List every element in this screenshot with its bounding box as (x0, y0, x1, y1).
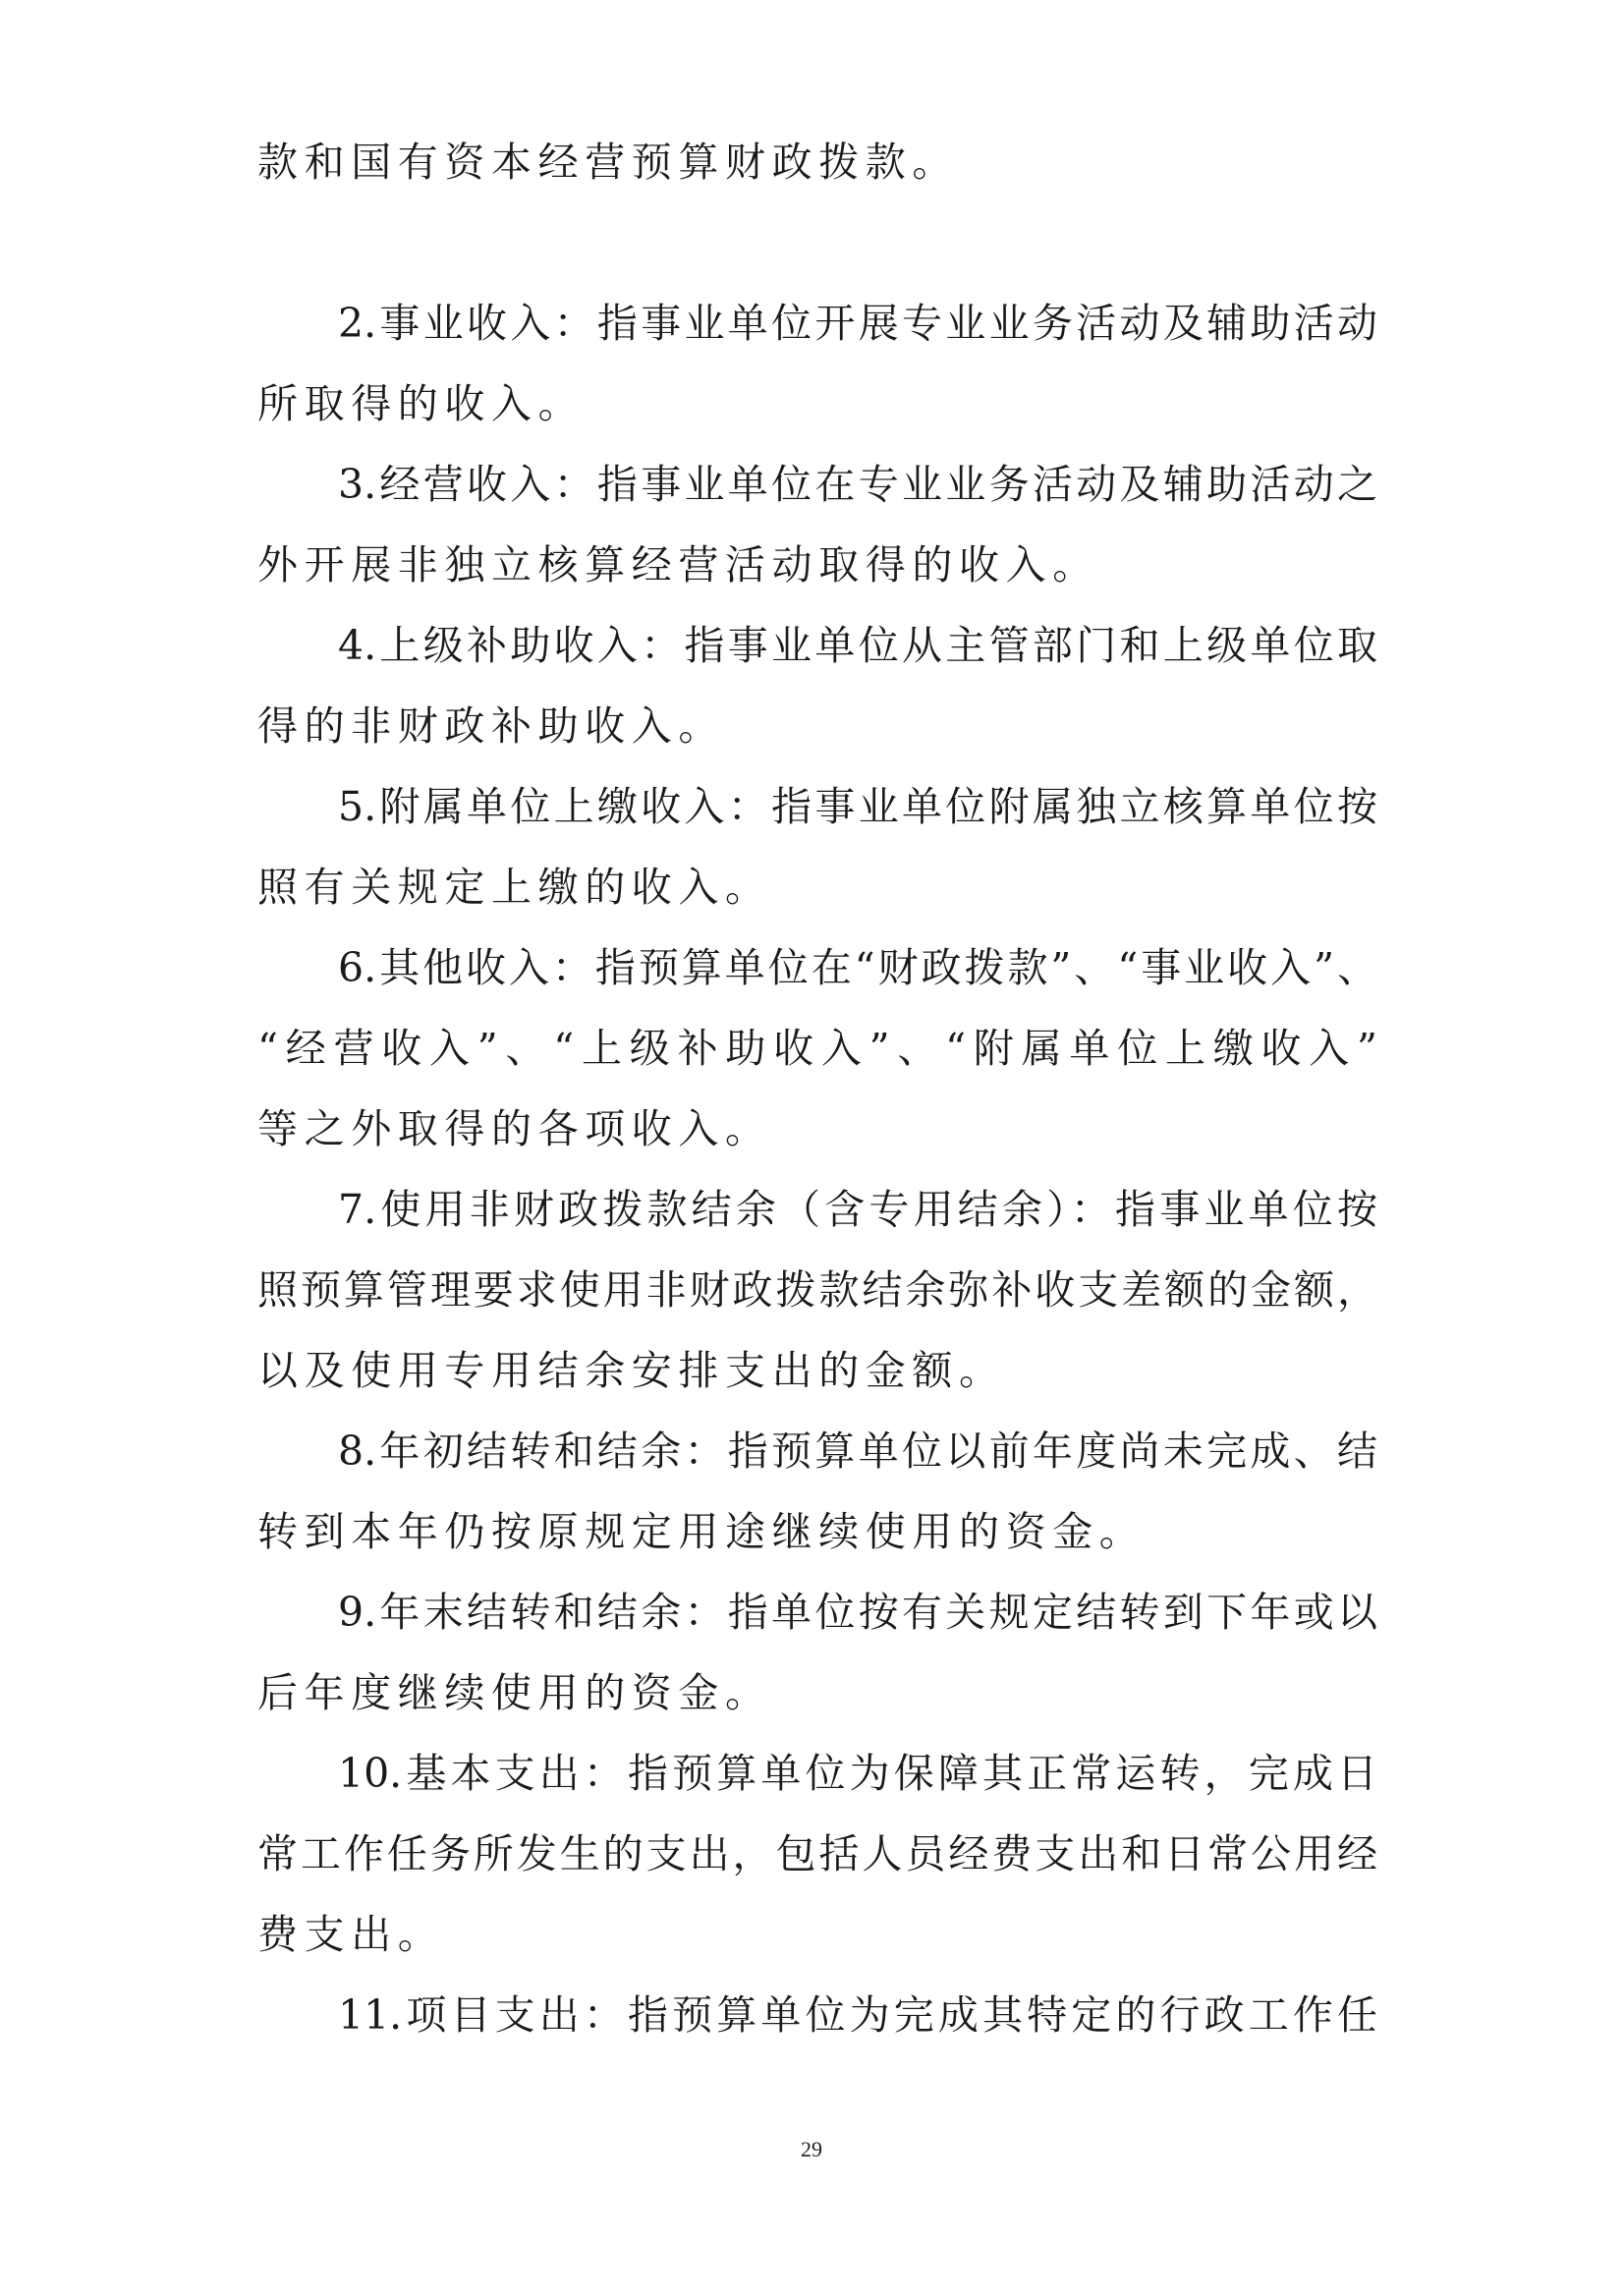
paragraph-7-line-1: 7.使用非财政拨款结余（含专用结余）：指事业单位按 (338, 1186, 1377, 1233)
paragraph-4-line-1: 4.上级补助收入：指事业单位从主管部门和上级单位取 (338, 622, 1377, 669)
paragraph-3-line-2: 外开展非独立核算经营活动取得的收入。 (257, 541, 1099, 588)
paragraph-10-line-3: 费支出。 (257, 1911, 445, 1958)
paragraph-5-line-1: 5.附属单位上缴收入：指事业单位附属独立核算单位按 (338, 783, 1377, 830)
paragraph-10-line-1: 10.基本支出：指预算单位为保障其正常运转，完成日 (338, 1750, 1377, 1797)
paragraph-7-line-2: 照预算管理要求使用非财政拨款结余弥补收支差额的金额， (257, 1266, 1377, 1314)
paragraph-10-line-2: 常工作任务所发生的支出，包括人员经费支出和日常公用经 (257, 1830, 1377, 1877)
paragraph-7-line-3: 以及使用专用结余安排支出的金额。 (257, 1347, 1006, 1394)
paragraph-2-line-1: 2.事业收入：指事业单位开展专业业务活动及辅助活动 (338, 300, 1377, 347)
paragraph-2-line-2: 所取得的收入。 (257, 380, 586, 427)
paragraph-9-line-2: 后年度继续使用的资金。 (257, 1669, 772, 1716)
paragraph-9-line-1: 9.年末结转和结余：指单位按有关规定结转到下年或以 (338, 1589, 1377, 1636)
paragraph-8-line-2: 转到本年仍按原规定用途继续使用的资金。 (257, 1508, 1147, 1555)
paragraph-3-line-1: 3.经营收入：指事业单位在专业业务活动及辅助活动之 (338, 461, 1377, 508)
body-text-line: 款和国有资本经营预算财政拨款。 (257, 139, 959, 186)
paragraph-4-line-2: 得的非财政补助收入。 (257, 702, 725, 750)
paragraph-6-line-3: 等之外取得的各项收入。 (257, 1105, 772, 1152)
page-number: 29 (801, 2137, 822, 2161)
paragraph-6-line-1: 6.其他收入：指预算单位在“财政拨款”、“事业收入”、 (338, 944, 1377, 991)
paragraph-8-line-1: 8.年初结转和结余：指预算单位以前年度尚未完成、结 (338, 1427, 1377, 1475)
paragraph-6-line-2: “经营收入”、“上级补助收入”、“附属单位上缴收入” (257, 1025, 1377, 1072)
paragraph-11-line-1: 11.项目支出：指预算单位为完成其特定的行政工作任 (338, 1991, 1377, 2039)
paragraph-5-line-2: 照有关规定上缴的收入。 (257, 864, 772, 911)
